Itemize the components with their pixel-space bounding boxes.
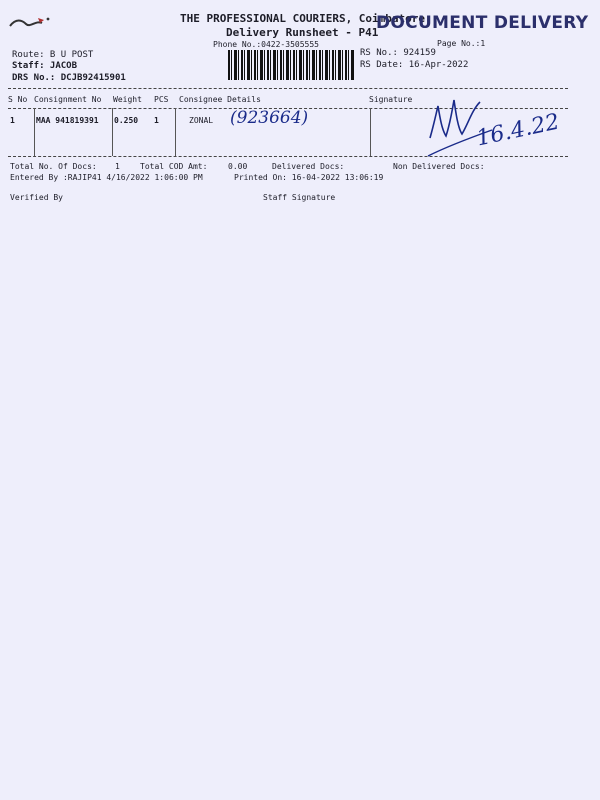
row-consignment-no: MAA 941819391 [36, 116, 99, 125]
handwritten-note: (923664) [230, 108, 309, 128]
row-sno: 1 [10, 116, 15, 125]
total-cod-label: Total COD Amt: [140, 162, 208, 171]
total-docs-label: Total No. Of Docs: [10, 162, 97, 171]
col-header-sno: S No [8, 95, 28, 104]
col-header-consignment: Consignment No [34, 95, 102, 104]
drs-number: DRS No.: DCJB92415901 [12, 73, 126, 83]
col-header-pcs: PCS [154, 95, 169, 104]
courier-logo [8, 14, 54, 32]
delivered-docs-label: Delivered Docs: [272, 162, 345, 171]
total-cod-value: 0.00 [228, 162, 248, 171]
phone-number: Phone No.:0422-3505555 [213, 40, 319, 49]
staff-signature: Staff Signature [263, 193, 336, 202]
col-header-weight: Weight [113, 95, 142, 104]
handwritten-date: 16.4.22 [474, 109, 562, 152]
barcode [228, 50, 354, 80]
page-number: Page No.:1 [437, 39, 486, 48]
col-header-signature: Signature [369, 95, 413, 104]
company-title: THE PROFESSIONAL COURIERS, Coimbatore [180, 12, 426, 25]
col-divider [112, 108, 113, 156]
rs-date: RS Date: 16-Apr-2022 [360, 60, 469, 70]
route: Route: B U POST [12, 50, 94, 60]
row-pcs: 1 [154, 116, 159, 125]
printed-on: Printed On: 16-04-2022 13:06:19 [234, 173, 384, 182]
document-delivery-stamp: DOCUMENT DELIVERY [376, 13, 589, 33]
col-header-consignee: Consignee Details [179, 95, 261, 104]
col-divider [34, 108, 35, 156]
total-docs-value: 1 [115, 162, 120, 171]
staff: Staff: JACOB [12, 61, 78, 71]
non-delivered-docs-label: Non Delivered Docs: [393, 162, 485, 171]
verified-by: Verified By [10, 193, 63, 202]
table-bottom-rule [8, 156, 568, 157]
rs-number: RS No.: 924159 [360, 48, 436, 58]
entered-by: Entered By :RAJIP41 4/16/2022 1:06:00 PM [10, 173, 203, 182]
row-consignee: ZONAL [189, 116, 214, 125]
col-divider [370, 108, 371, 156]
col-divider [175, 108, 176, 156]
row-weight: 0.250 [114, 116, 139, 125]
table-top-rule [8, 88, 568, 89]
runsheet-title: Delivery Runsheet - P41 [226, 26, 379, 39]
